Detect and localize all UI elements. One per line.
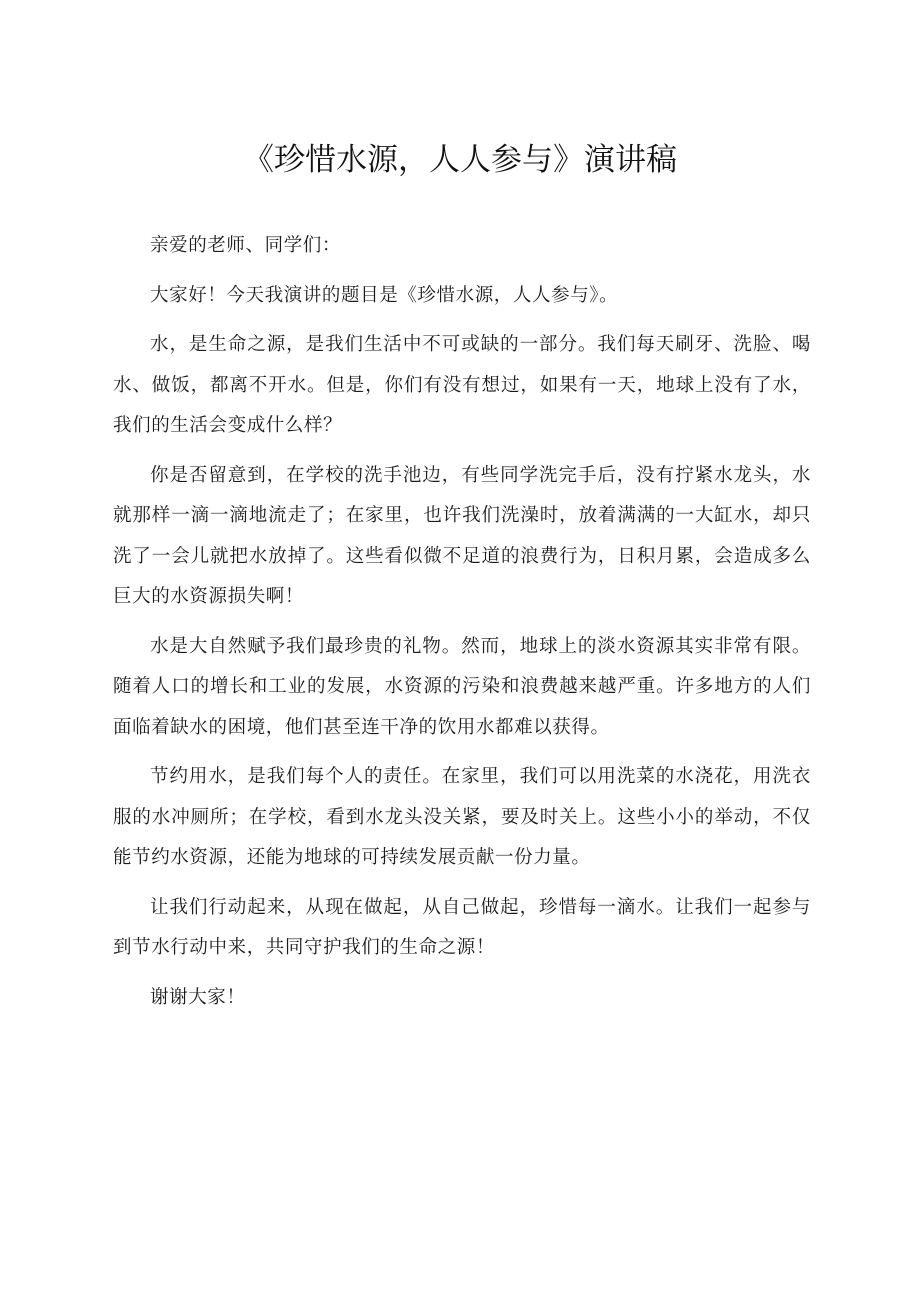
document-title: 《珍惜水源，人人参与》演讲稿 <box>243 142 677 178</box>
paragraph-water-source: 水，是生命之源，是我们生活中不可或缺的一部分。我们每天刷牙、洗脸、喝水、做饭，都离不开水。但是，你们有没有想过，如果有一天，地球上没有了水，我们的生活会变成什么样？ <box>113 334 811 436</box>
paragraph-limited-resources: 水是大自然赋予我们最珍贵的礼物。然而，地球上的淡水资源其实非常有限。随着人口的增长和工业的发展，水资源的污染和浪费越来越严重。许多地方的人们面临着缺水的困境，他们甚至连干净的饮用水都难以获得。 <box>113 635 811 738</box>
paragraph-waste-examples: 你是否留意到，在学校的洗手池边，有些同学洗完手后，没有拧紧水龙头，水就那样一滴一滴地流走了；在家里，也许我们洗澡时，放着满满的一大缸水，却只洗了一会儿就把水放掉了。这些看似微不足道的浪费行为，日积月累，会造成多么巨大的水资源损失啊！ <box>113 464 811 607</box>
paragraph-responsibility: 节约用水，是我们每个人的责任。在家里，我们可以用洗菜的水浇花，用洗衣服的水冲厕所；在学校，看到水龙头没关紧，要及时关上。这些小小的举动，不仅能节约水资源，还能为地球的可持续发展贡献一份力量。 <box>113 766 811 868</box>
paragraph-intro: 大家好！今天我演讲的题目是《珍惜水源，人人参与》。 <box>150 284 619 306</box>
paragraph-greeting: 亲爱的老师、同学们： <box>150 235 342 256</box>
document-body <box>113 226 811 1027</box>
paragraph-call-to-action: 让我们行动起来，从现在做起，从自己做起，珍惜每一滴水。让我们一起参与到节水行动中来，共同守护我们的生命之源！ <box>113 896 811 958</box>
paragraph-thanks: 谢谢大家！ <box>150 986 246 1008</box>
